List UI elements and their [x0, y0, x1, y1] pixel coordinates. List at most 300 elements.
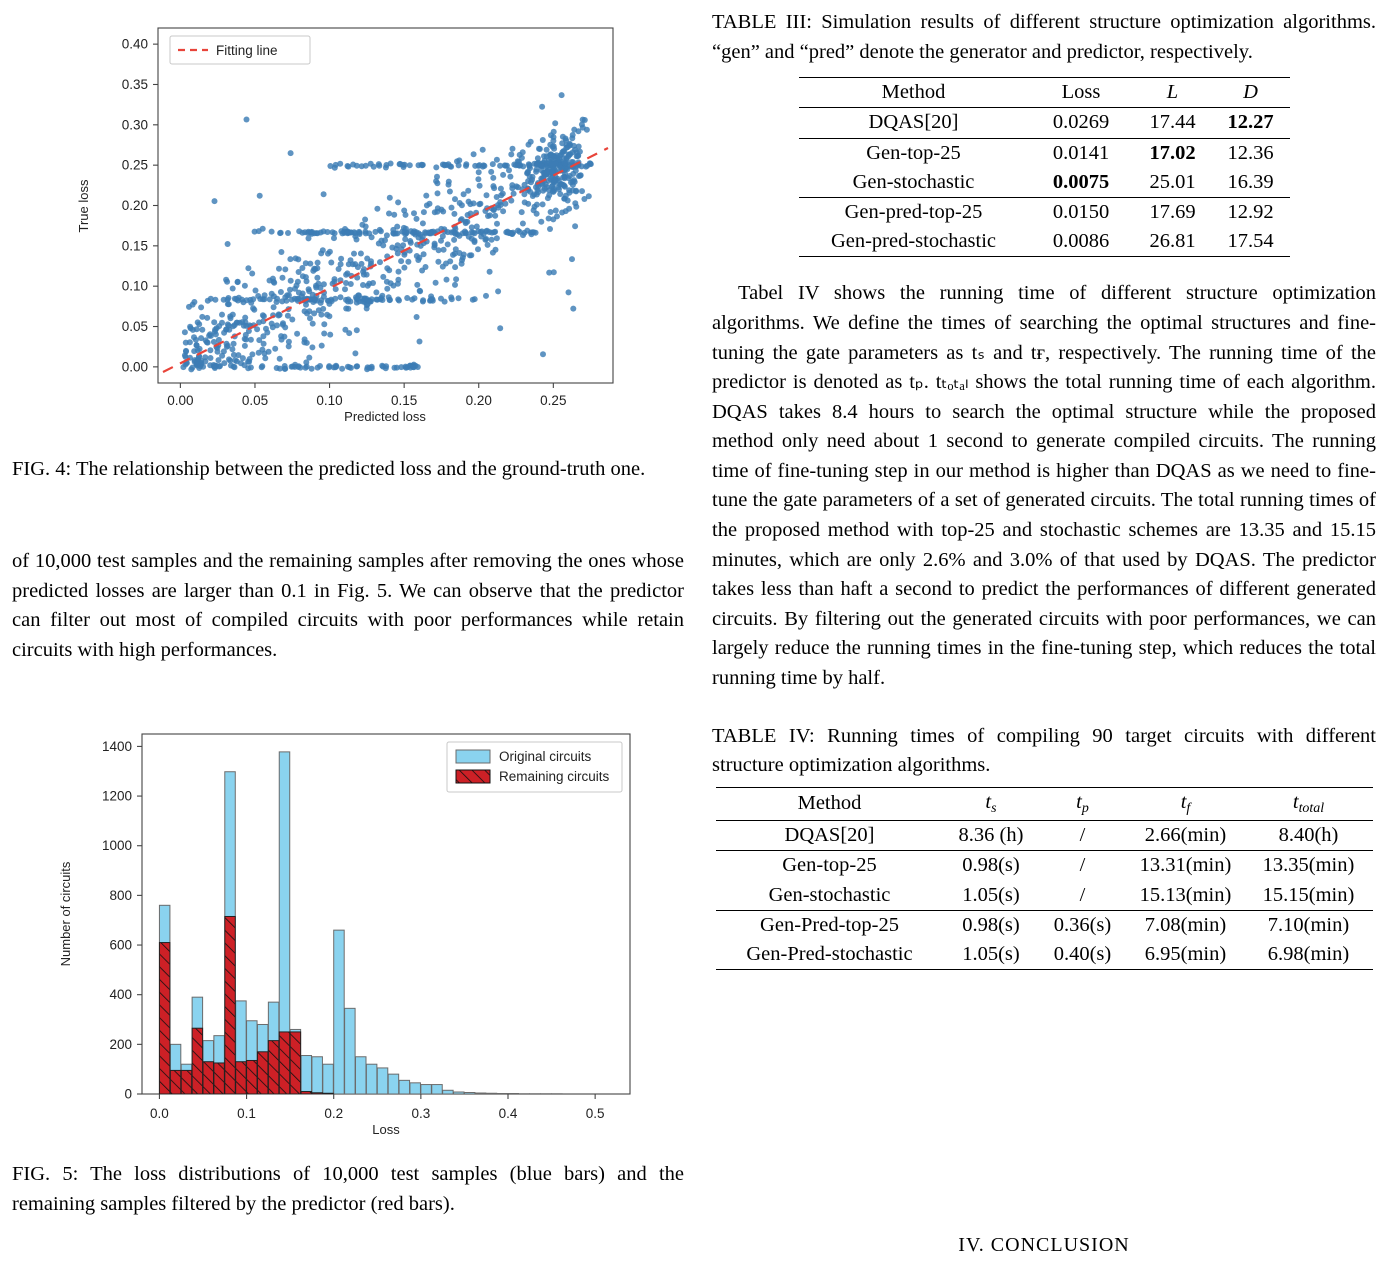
histogram-bar-original — [475, 1093, 485, 1094]
histogram-bar-original — [486, 1093, 496, 1094]
scatter-point — [326, 363, 332, 369]
scatter-point — [427, 298, 433, 304]
scatter-point — [402, 162, 408, 168]
histogram-bar-original — [454, 1092, 464, 1094]
scatter-point — [361, 266, 367, 272]
scatter-point — [579, 163, 585, 169]
scatter-point — [186, 304, 192, 310]
scatter-point — [566, 187, 572, 193]
scatter-point — [461, 191, 467, 197]
figure-4-x-axis — [167, 383, 566, 408]
scatter-point — [377, 227, 383, 233]
scatter-point — [387, 195, 393, 201]
figure-5-y-axis-title: Number of circuits — [58, 861, 73, 967]
scatter-point — [573, 188, 579, 194]
table-3-cell-loss: 0.0086 — [1029, 227, 1134, 257]
scatter-point — [551, 177, 557, 183]
figure-4-x-axis-title: Predicted loss — [344, 409, 426, 424]
table-row — [799, 168, 1290, 198]
scatter-point — [188, 366, 194, 372]
scatter-point — [528, 139, 534, 145]
table-row — [716, 910, 1373, 940]
histogram-bar-remaining — [192, 1028, 202, 1094]
table-4-header-ttotal: $t_{total}$ — [1245, 787, 1373, 820]
histogram-bar-original — [334, 930, 344, 1094]
scatter-point — [198, 335, 204, 341]
figure-4-y-tick-label: 0.00 — [121, 359, 148, 375]
scatter-point — [445, 241, 451, 247]
scatter-point — [242, 283, 248, 289]
scatter-point — [212, 329, 218, 335]
scatter-point — [227, 358, 233, 364]
scatter-point — [228, 315, 234, 321]
histogram-bar-original — [345, 1008, 355, 1094]
figure-4-x-tick-label: 0.15 — [391, 393, 418, 408]
scatter-point — [559, 92, 565, 98]
figure-4-x-tick-label: 0.25 — [540, 393, 567, 408]
histogram-bar-remaining — [203, 1062, 213, 1094]
figure-5-y-tick-label: 800 — [109, 887, 132, 903]
table-row — [716, 940, 1373, 970]
histogram-bar-original — [366, 1064, 376, 1094]
scatter-point — [280, 320, 286, 326]
figure-4-y-tick-label: 0.40 — [121, 36, 148, 52]
scatter-point — [235, 298, 241, 304]
scatter-point — [572, 223, 578, 229]
scatter-point — [183, 348, 189, 354]
scatter-point — [356, 298, 362, 304]
scatter-point — [443, 261, 449, 267]
scatter-point — [303, 274, 309, 280]
scatter-point — [286, 343, 292, 349]
scatter-point — [288, 150, 294, 156]
table-3-header-row — [799, 78, 1290, 108]
histogram-bar-original — [399, 1080, 409, 1094]
scatter-point — [487, 212, 493, 218]
histogram-bar-original — [312, 1057, 322, 1094]
scatter-point — [547, 142, 553, 148]
scatter-point — [363, 163, 369, 169]
scatter-point — [306, 288, 312, 294]
table-4-cell-tf: 7.08(min) — [1127, 910, 1245, 940]
figure-4-x-tick-label: 0.05 — [241, 393, 269, 408]
scatter-point — [475, 176, 481, 182]
scatter-point — [285, 230, 291, 236]
scatter-point — [261, 341, 267, 347]
table-3-cell-l: 26.81 — [1134, 227, 1212, 257]
scatter-point — [402, 229, 408, 235]
figure-4-legend-label: Fitting line — [216, 43, 278, 58]
scatter-point — [540, 351, 546, 357]
scatter-point — [432, 242, 438, 248]
scatter-point — [435, 190, 441, 196]
table-4-cell-tp: 0.36(s) — [1039, 910, 1127, 940]
scatter-point — [194, 326, 200, 332]
scatter-point — [274, 322, 280, 328]
scatter-point — [321, 281, 327, 287]
figure-5-x-tick-label: 0.3 — [411, 1106, 431, 1121]
scatter-point — [182, 329, 188, 335]
scatter-point — [383, 365, 389, 371]
scatter-point — [205, 298, 211, 304]
scatter-point — [191, 299, 197, 305]
scatter-point — [509, 185, 515, 191]
scatter-point — [360, 282, 366, 288]
scatter-point — [180, 364, 186, 370]
scatter-point — [516, 163, 522, 169]
scatter-point — [494, 221, 500, 227]
figure-4-x-tick-label: 0.00 — [167, 393, 194, 408]
scatter-point — [343, 306, 349, 312]
table-4-cell-method: DQAS[20] — [784, 824, 875, 847]
scatter-point — [463, 163, 469, 169]
scatter-point — [409, 297, 415, 303]
scatter-point — [394, 230, 400, 236]
scatter-point — [363, 224, 369, 230]
scatter-point — [314, 275, 320, 281]
scatter-point — [519, 209, 525, 215]
figure-5-x-tick-label: 0.1 — [237, 1106, 256, 1121]
scatter-point — [260, 226, 266, 232]
scatter-point — [289, 364, 295, 370]
figure-5-y-tick-label: 200 — [109, 1036, 132, 1052]
scatter-point — [395, 296, 401, 302]
scatter-point — [345, 163, 351, 169]
scatter-point — [204, 339, 210, 345]
scatter-point — [543, 181, 549, 187]
scatter-point — [386, 211, 392, 217]
histogram-bar-remaining — [225, 916, 235, 1094]
scatter-point — [544, 147, 550, 153]
scatter-point — [279, 337, 285, 343]
table-4-cell-ttotal: 7.10(min) — [1245, 910, 1373, 940]
scatter-point — [414, 314, 420, 320]
scatter-point — [391, 212, 397, 218]
table-4-cell-tp: / — [1079, 883, 1086, 906]
figure-4-x-tick-label: 0.10 — [316, 393, 343, 408]
scatter-point — [470, 230, 476, 236]
scatter-point — [490, 183, 496, 189]
scatter-point — [480, 147, 486, 153]
figure-4-y-axis-title: True loss — [76, 179, 91, 233]
scatter-point — [467, 252, 473, 258]
histogram-bar-original — [464, 1093, 474, 1094]
figure-4-y-tick-label: 0.20 — [121, 198, 148, 213]
scatter-point — [489, 237, 495, 243]
left-body-paragraph-text: of 10,000 test samples and the remaining samples after removing the ones whose predicted losses are larger than 0.1 in Fig. 5. We can observe that the predictor can filter out most of compiled circuits with poor performances while retain circuits with high performances. — [12, 550, 684, 661]
figure-5-legend-label-original: Original circuits — [499, 749, 592, 764]
scatter-point — [427, 201, 433, 207]
scatter-point — [212, 198, 218, 204]
table-4-cell-ts: 0.98(s) — [944, 910, 1039, 940]
scatter-point — [452, 282, 458, 288]
scatter-point — [249, 271, 255, 277]
scatter-point — [225, 241, 231, 247]
scatter-point — [325, 251, 331, 257]
scatter-point — [300, 291, 306, 297]
scatter-point — [277, 356, 283, 362]
scatter-point — [562, 160, 568, 166]
figure-5-legend — [447, 742, 622, 792]
figure-5-x-tick-label: 0.2 — [324, 1106, 344, 1121]
table-4-header-tf: $t_f$ — [1127, 787, 1245, 820]
scatter-point — [195, 319, 201, 325]
scatter-point — [500, 172, 506, 178]
scatter-point — [581, 196, 587, 202]
scatter-point — [366, 230, 372, 236]
histogram-bar-remaining — [247, 1060, 257, 1094]
figure-5-legend-swatch-original — [456, 750, 490, 763]
scatter-point — [415, 257, 421, 263]
scatter-point — [550, 183, 556, 189]
scatter-point — [451, 237, 457, 243]
scatter-point — [282, 366, 288, 372]
scatter-point — [461, 252, 467, 258]
scatter-point — [196, 365, 202, 371]
scatter-point — [483, 236, 489, 242]
scatter-point — [553, 208, 559, 214]
scatter-point — [383, 165, 389, 171]
scatter-point — [274, 296, 280, 302]
scatter-point — [414, 216, 420, 222]
scatter-point — [488, 169, 494, 175]
scatter-point — [483, 293, 489, 299]
scatter-point — [551, 129, 557, 135]
figure-5-x-tick-label: 0.4 — [498, 1106, 518, 1121]
histogram-bar-original — [432, 1085, 442, 1094]
scatter-point — [387, 297, 393, 303]
scatter-point — [543, 170, 549, 176]
scatter-point — [485, 242, 491, 248]
scatter-point — [315, 260, 321, 266]
scatter-point — [395, 199, 401, 205]
scatter-point — [416, 230, 422, 236]
scatter-point — [495, 288, 501, 294]
scatter-point — [278, 289, 284, 295]
table-4-header-row — [716, 787, 1373, 820]
scatter-point — [538, 219, 544, 225]
section-heading-text: IV. CONCLUSION — [958, 1236, 1130, 1256]
scatter-point — [569, 256, 575, 262]
scatter-point — [288, 278, 294, 284]
scatter-point — [457, 200, 463, 206]
scatter-point — [494, 235, 500, 241]
table-4-cell-method: Gen-top-25 — [716, 851, 944, 881]
table-3-cell-d: 16.39 — [1227, 170, 1274, 193]
histogram-bar-remaining — [181, 1070, 191, 1094]
scatter-point — [490, 161, 496, 167]
scatter-point — [500, 208, 506, 214]
scatter-point — [584, 127, 590, 133]
scatter-point — [395, 281, 401, 287]
histogram-bar-original — [377, 1068, 387, 1094]
scatter-point — [310, 321, 316, 327]
scatter-point — [545, 195, 551, 201]
right-column — [712, 8, 1376, 1262]
left-column — [10, 0, 688, 1262]
scatter-point — [216, 323, 222, 329]
scatter-point — [450, 252, 456, 258]
scatter-point — [242, 343, 248, 349]
table-4-cell-ts: 0.98(s) — [944, 851, 1039, 881]
scatter-point — [374, 206, 380, 212]
right-body-paragraph — [712, 279, 1376, 693]
figure-4-y-tick-label: 0.05 — [121, 319, 148, 335]
scatter-point — [295, 364, 301, 370]
scatter-point — [208, 355, 214, 361]
scatter-point — [441, 247, 447, 253]
scatter-point — [336, 266, 342, 272]
scatter-point — [350, 162, 356, 168]
scatter-point — [498, 186, 504, 192]
scatter-point — [282, 266, 288, 272]
table-3-cell-loss: 0.0269 — [1052, 111, 1110, 134]
scatter-point — [378, 295, 384, 301]
scatter-point — [524, 228, 530, 234]
scatter-point — [440, 162, 446, 168]
scatter-point — [481, 162, 487, 168]
scatter-point — [580, 117, 586, 123]
scatter-point — [267, 278, 273, 284]
scatter-point — [456, 295, 462, 301]
histogram-bar-remaining — [257, 1052, 267, 1094]
scatter-point — [395, 250, 401, 256]
table-3-wrapper — [712, 77, 1376, 257]
scatter-point — [376, 241, 382, 247]
scatter-point — [362, 295, 368, 301]
scatter-point — [332, 165, 338, 171]
scatter-point — [566, 206, 572, 212]
scatter-point — [475, 246, 481, 252]
scatter-point — [534, 211, 540, 217]
right-body-paragraph-text: Tabel IV shows the running time of different structure optimization algorithms. We define the times of searching the optimal structures and fine-tuning the gate parameters as tₛ and tғ, respectively. The running time of the predictor is denoted as tₚ. tₜₒₜₐₗ shows the total running time of each algorithm. DQAS takes 8.4 hours to search the optimal structure while the proposed method only need about 1 second to generate compiled circuits. The running time of fine-tuning step in our method is higher than DQAS as we need to fine-tune the gate parameters of a set of generated circuits. The total running times of the proposed method with top-25 and stochastic schemes are 13.35 and 15.15 minutes, which are only 2.6% and 3.0% of that used by DQAS. The predictor takes less than haft a second to predict the performances of different generated circuits. By filtering out the generated circuits with poor performances, we can largely reduce the running times in the fine-tuning step, which reduces the total running time by half. — [712, 282, 1376, 690]
scatter-point — [395, 242, 401, 248]
scatter-point — [471, 151, 477, 157]
scatter-point — [517, 229, 523, 235]
figure-4-legend — [170, 36, 310, 64]
scatter-point — [248, 337, 254, 343]
scatter-point — [446, 179, 452, 185]
table-3-cell-d: 12.27 — [1227, 111, 1274, 134]
histogram-bar-original — [356, 1057, 366, 1094]
scatter-point — [536, 146, 542, 152]
table-3-head — [799, 78, 1290, 108]
scatter-point — [386, 267, 392, 273]
scatter-point — [294, 331, 300, 337]
table-4-cell-ttotal: 6.98(min) — [1245, 940, 1373, 970]
table-row — [799, 138, 1290, 168]
scatter-point — [540, 188, 546, 194]
figure-5-y-tick-label: 1200 — [101, 788, 132, 804]
scatter-point — [552, 120, 558, 126]
scatter-point — [199, 314, 205, 320]
histogram-bar-original — [388, 1074, 398, 1094]
scatter-point — [423, 264, 429, 270]
table-4-cell-method: Gen-Pred-stochastic — [716, 940, 944, 970]
scatter-point — [277, 366, 283, 372]
scatter-point — [319, 343, 325, 349]
figure-5-y-tick-label: 600 — [109, 937, 132, 953]
table-4-cell-tf: 6.95(min) — [1127, 940, 1245, 970]
scatter-point — [309, 344, 315, 350]
table-3-cell-method: DQAS[20] — [868, 111, 959, 134]
table-3-header-d: D — [1212, 78, 1290, 108]
left-body-paragraph — [12, 547, 684, 665]
scatter-point — [548, 209, 554, 215]
figure-4-y-tick-label: 0.35 — [121, 76, 148, 92]
scatter-point — [498, 202, 504, 208]
scatter-point — [403, 364, 409, 370]
scatter-point — [452, 264, 458, 270]
figure-5-caption — [12, 1160, 684, 1219]
scatter-point — [332, 276, 338, 282]
scatter-point — [539, 163, 545, 169]
histogram-bar-remaining — [268, 1041, 278, 1094]
scatter-point — [452, 196, 458, 202]
scatter-point — [502, 162, 508, 168]
scatter-point — [447, 163, 453, 169]
scatter-point — [528, 179, 534, 185]
scatter-point — [342, 327, 348, 333]
scatter-point — [308, 229, 314, 235]
figure-5-svg — [10, 716, 670, 1141]
scatter-point — [225, 321, 231, 327]
scatter-point — [339, 230, 345, 236]
table-3-cell-l: 25.01 — [1149, 170, 1196, 193]
scatter-point — [277, 312, 283, 318]
figure-4-y-tick-label: 0.15 — [121, 238, 148, 254]
table-4-header-method: Method — [716, 787, 944, 820]
figure-4-y-tick-label: 0.25 — [121, 157, 148, 173]
scatter-point — [497, 325, 503, 331]
scatter-point — [547, 226, 553, 232]
scatter-point — [284, 298, 290, 304]
scatter-point — [199, 327, 205, 333]
scatter-point — [278, 249, 284, 255]
scatter-point — [262, 355, 268, 361]
scatter-point — [466, 199, 472, 205]
scatter-point — [384, 286, 390, 292]
scatter-point — [338, 294, 344, 300]
table-4-caption-text: TABLE IV: Running times of compiling 90 target circuits with different structure optimization algorithms. — [712, 724, 1376, 777]
scatter-point — [320, 306, 326, 312]
scatter-point — [250, 305, 256, 311]
scatter-point — [221, 348, 227, 354]
scatter-point — [198, 304, 204, 310]
figure-4-caption-text: FIG. 4: The relationship between the predicted loss and the ground-truth one. — [12, 458, 646, 480]
scatter-point — [267, 296, 273, 302]
table-row — [799, 108, 1290, 138]
scatter-point — [484, 192, 490, 198]
scatter-point — [551, 269, 557, 275]
scatter-point — [380, 274, 386, 280]
scatter-point — [435, 259, 441, 265]
scatter-point — [398, 258, 404, 264]
scatter-point — [573, 204, 579, 210]
scatter-point — [207, 347, 213, 353]
scatter-point — [321, 191, 327, 197]
table-row — [716, 881, 1373, 911]
scatter-point — [244, 297, 250, 303]
scatter-point — [304, 310, 310, 316]
scatter-point — [313, 230, 319, 236]
histogram-bar-original — [421, 1085, 431, 1094]
scatter-point — [439, 207, 445, 213]
table-4-cell-tf: 15.13(min) — [1139, 883, 1232, 906]
scatter-point — [212, 297, 218, 303]
scatter-point — [216, 357, 222, 363]
scatter-point — [579, 188, 585, 194]
